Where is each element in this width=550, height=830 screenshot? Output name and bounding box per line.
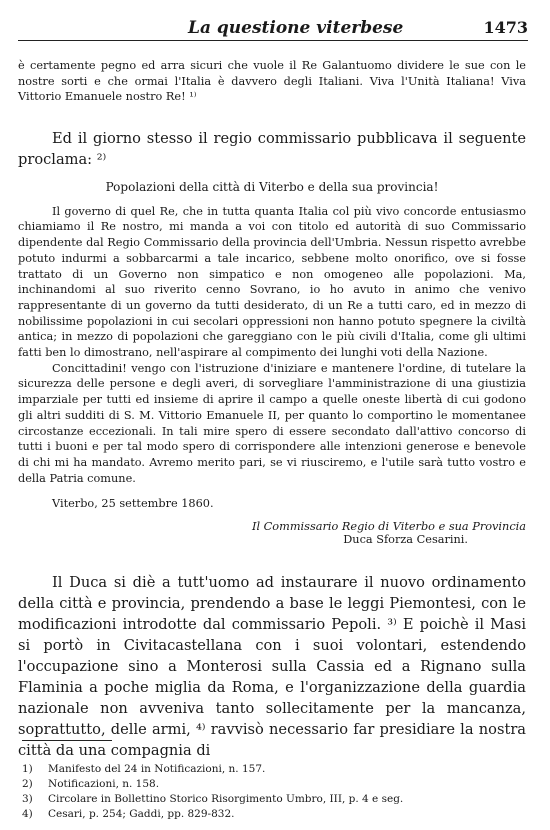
intro-text: Ed il giorno stesso il regio commissario pubblicava il seguente proclama: ²⁾ <box>18 130 526 168</box>
main-paragraph <box>18 572 526 761</box>
footnote-4: 4) Cesari, p. 254; Gaddi, pp. 829-832. <box>22 808 235 820</box>
running-header <box>18 14 528 41</box>
footnote-2: 2) Notificazioni, n. 158. <box>22 778 160 790</box>
footnote-rule <box>22 740 112 741</box>
main-text: Il Duca si diè a tutt'uomo ad instaurare il nuovo ordinamento della città e provincia, prendendo a base le leggi Piemontesi, con le modificazioni introdotte dal commissario Pepoli. ³⁾ E poichè il Masi si portò in Civitacastellana con i suoi volontari, estendendo l'occupazione sino a Monterosi sulla Cassia ed a Rignano sulla Flaminia a poche miglia da Roma, e l'organizzazione della guardia nazionale non avveniva tanto sollecitamente per la mancanza, soprattutto, delle armi, ⁴⁾ ravvisò necessario far presidiare la nostra città da una compagnia di <box>18 574 526 759</box>
footnote-1: 1) Manifesto del 24 in Notificazioni, n. 157. <box>22 763 266 775</box>
page-number: 1473 <box>483 18 528 37</box>
signature-name: Duca Sforza Cesarini. <box>343 533 468 547</box>
top-quote <box>18 58 526 105</box>
running-title: La questione viterbese <box>188 18 404 38</box>
proclamation-date: Viterbo, 25 settembre 1860. <box>52 497 214 511</box>
proclamation-paragraph-1: Il governo di quel Re, che in tutta quanta Italia col più vivo concorde entusiasmo chiamiamo il Re nostro, mi manda a voi con titolo ed autorità di suo Commissario dipendente dal Regio Commissario della provincia dell'Umbria. Nessun rispetto avrebbe potuto indurmi a sobbarcarmi a tale incarico, sebbene molto onorifico, ove si fosse trattato di un Governo non simpatico e non omogeneo alle popolazioni. Ma, inchinandomi al suo riverito cenno Sovrano, io ho avuto in animo che venivo rappresentante di un governo da tutti desiderato, di un Re a tutti caro, ed in mezzo di nobilissime popolazioni in cui secolari oppressioni non hanno potuto spegnere la civiltà antica; in mezzo di popolazioni che gareggiano con le più civili d'Italia, come gli ultimi fatti ben lo dimostrano, nell'aspirare al compimento dei lunghi voti della Nazione. <box>18 204 526 360</box>
proclamation <box>18 180 526 546</box>
intro-paragraph <box>18 128 526 170</box>
top-quote-text: è certamente pegno ed arra sicuri che vuole il Re Galantuomo dividere le sue con le nostre sorti e che ormai l'Italia è davvero degli Italiani. Viva l'Unità Italiana! Viva Vittorio Emanuele nostro Re! ¹⁾ <box>18 59 526 104</box>
proclamation-paragraph-2: Concittadini! vengo con l'istruzione d'iniziare e mantenere l'ordine, di tutelare la sicurezza delle persone e degli averi, di sorvegliare l'amministrazione di una giustizia imparziale per tutti ed insieme di aprire il campo a quelle oneste libertà di cui godono gli altri sudditi di S. M. Vittorio Emanuele II, per quanto lo comportino le momentanee circostanze eccezionali. In tali mire spero di essere secondato dall'attivo concorso di tutti i buoni e per tal modo spero di corrispondere alle intenzioni generose e benevole di chi mi ha mandato. Avremo merito pari, se vi riusciremo, e l'utile sarà tutto vostro e della Patria comune. <box>18 361 526 485</box>
proclamation-heading: Popolazioni della città di Viterbo e della sua provincia! <box>105 180 439 194</box>
footnote-3: 3) Circolare in Bollettino Storico Risorgimento Umbro, III, p. 4 e seg. <box>22 793 404 805</box>
signature-title: Il Commissario Regio di Viterbo e sua Provincia <box>252 520 526 534</box>
